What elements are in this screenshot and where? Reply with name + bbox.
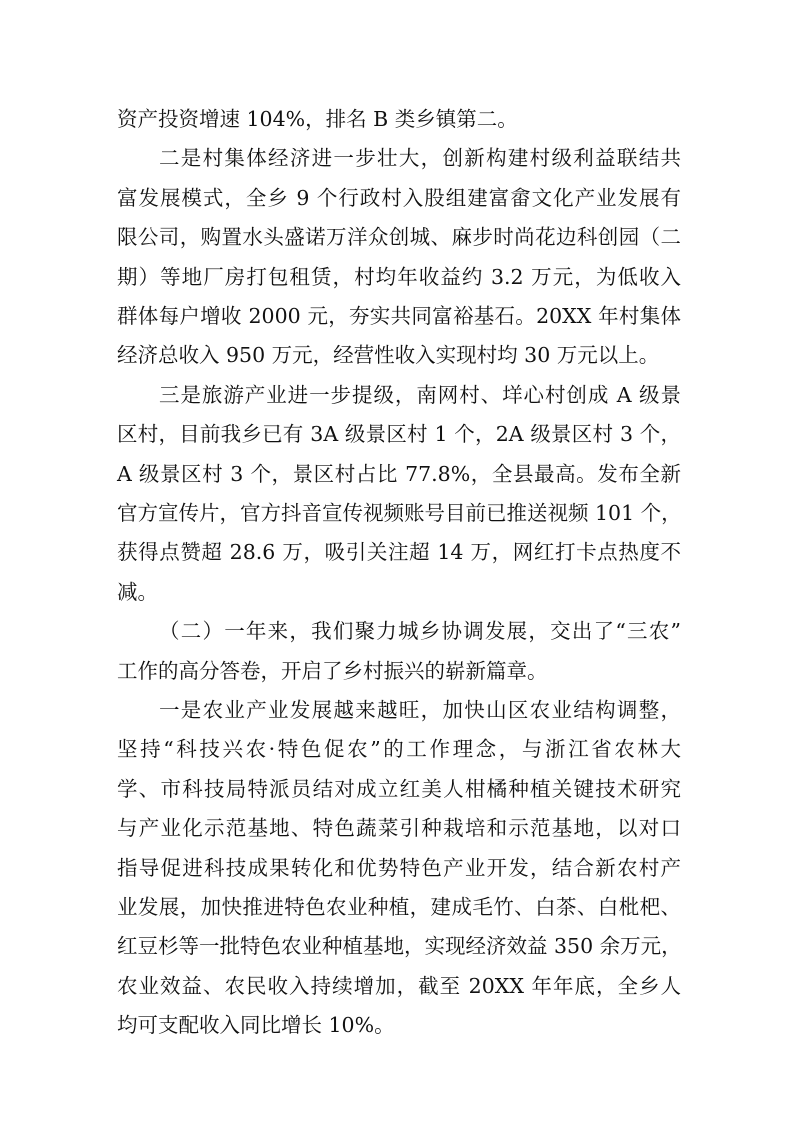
text-line: 二是村集体经济进一步壮大，创新构建村级利益联结共 <box>159 146 681 171</box>
text-line: 资产投资增速 104%，排名 B 类乡镇第二。 <box>117 107 518 131</box>
text-line: 学、市科技局特派员结对成立红美人柑橘种植关键技术研究 <box>117 776 681 801</box>
text-line: 区村，目前我乡已有 3A 级景区村 1 个，2A 级景区村 3 个， <box>117 422 681 447</box>
text-line: A 级景区村 3 个，景区村占比 77.8%，全县最高。发布全新 <box>117 461 681 486</box>
text-line: 减。 <box>117 579 158 604</box>
text-line: 均可支配收入同比增长 10%。 <box>117 1013 395 1038</box>
text-line: 工作的高分答卷，开启了乡村振兴的崭新篇章。 <box>117 658 548 683</box>
text-line: 与产业化示范基地、特色蔬菜引种栽培和示范基地，以对口 <box>117 816 681 841</box>
text-line: 三是旅游产业进一步提级，南网村、垟心村创成 A 级景 <box>159 382 681 407</box>
text-line: 期）等地厂房打包租赁，村均年收益约 3.2 万元，为低收入 <box>117 264 681 289</box>
text-line: 指导促进科技成果转化和优势特色产业开发，结合新农村产 <box>117 855 681 880</box>
text-line: 获得点赞超 28.6 万，吸引关注超 14 万，网红打卡点热度不 <box>117 540 681 565</box>
text-line: 官方宣传片，官方抖音宣传视频账号目前已推送视频 101 个， <box>117 501 682 525</box>
text-line: 富发展模式，全乡 9 个行政村入股组建富畲文化产业发展有 <box>117 185 681 210</box>
text-line: 红豆杉等一批特色农业种植基地，实现经济效益 350 余万元， <box>117 934 682 959</box>
text-line: （二）一年来，我们聚力城乡协调发展，交出了“三农” <box>159 619 681 644</box>
text-line: 坚持“科技兴农·特色促农”的工作理念，与浙江省农林大 <box>117 737 681 762</box>
text-line: 限公司，购置水头盛诺万洋众创城、麻步时尚花边科创园（二 <box>117 225 681 250</box>
text-line: 经济总收入 950 万元，经营性收入实现村均 30 万元以上。 <box>117 343 660 368</box>
text-line: 群体每户增收 2000 元，夯实共同富裕基石。20XX 年村集体 <box>117 304 681 328</box>
text-line: 农业效益、农民收入持续增加，截至 20XX 年年底，全乡人 <box>117 973 681 998</box>
text-line: 一是农业产业发展越来越旺，加快山区农业结构调整， <box>159 698 681 722</box>
text-line: 业发展，加快推进特色农业种植，建成毛竹、白茶、白枇杷、 <box>117 895 681 919</box>
